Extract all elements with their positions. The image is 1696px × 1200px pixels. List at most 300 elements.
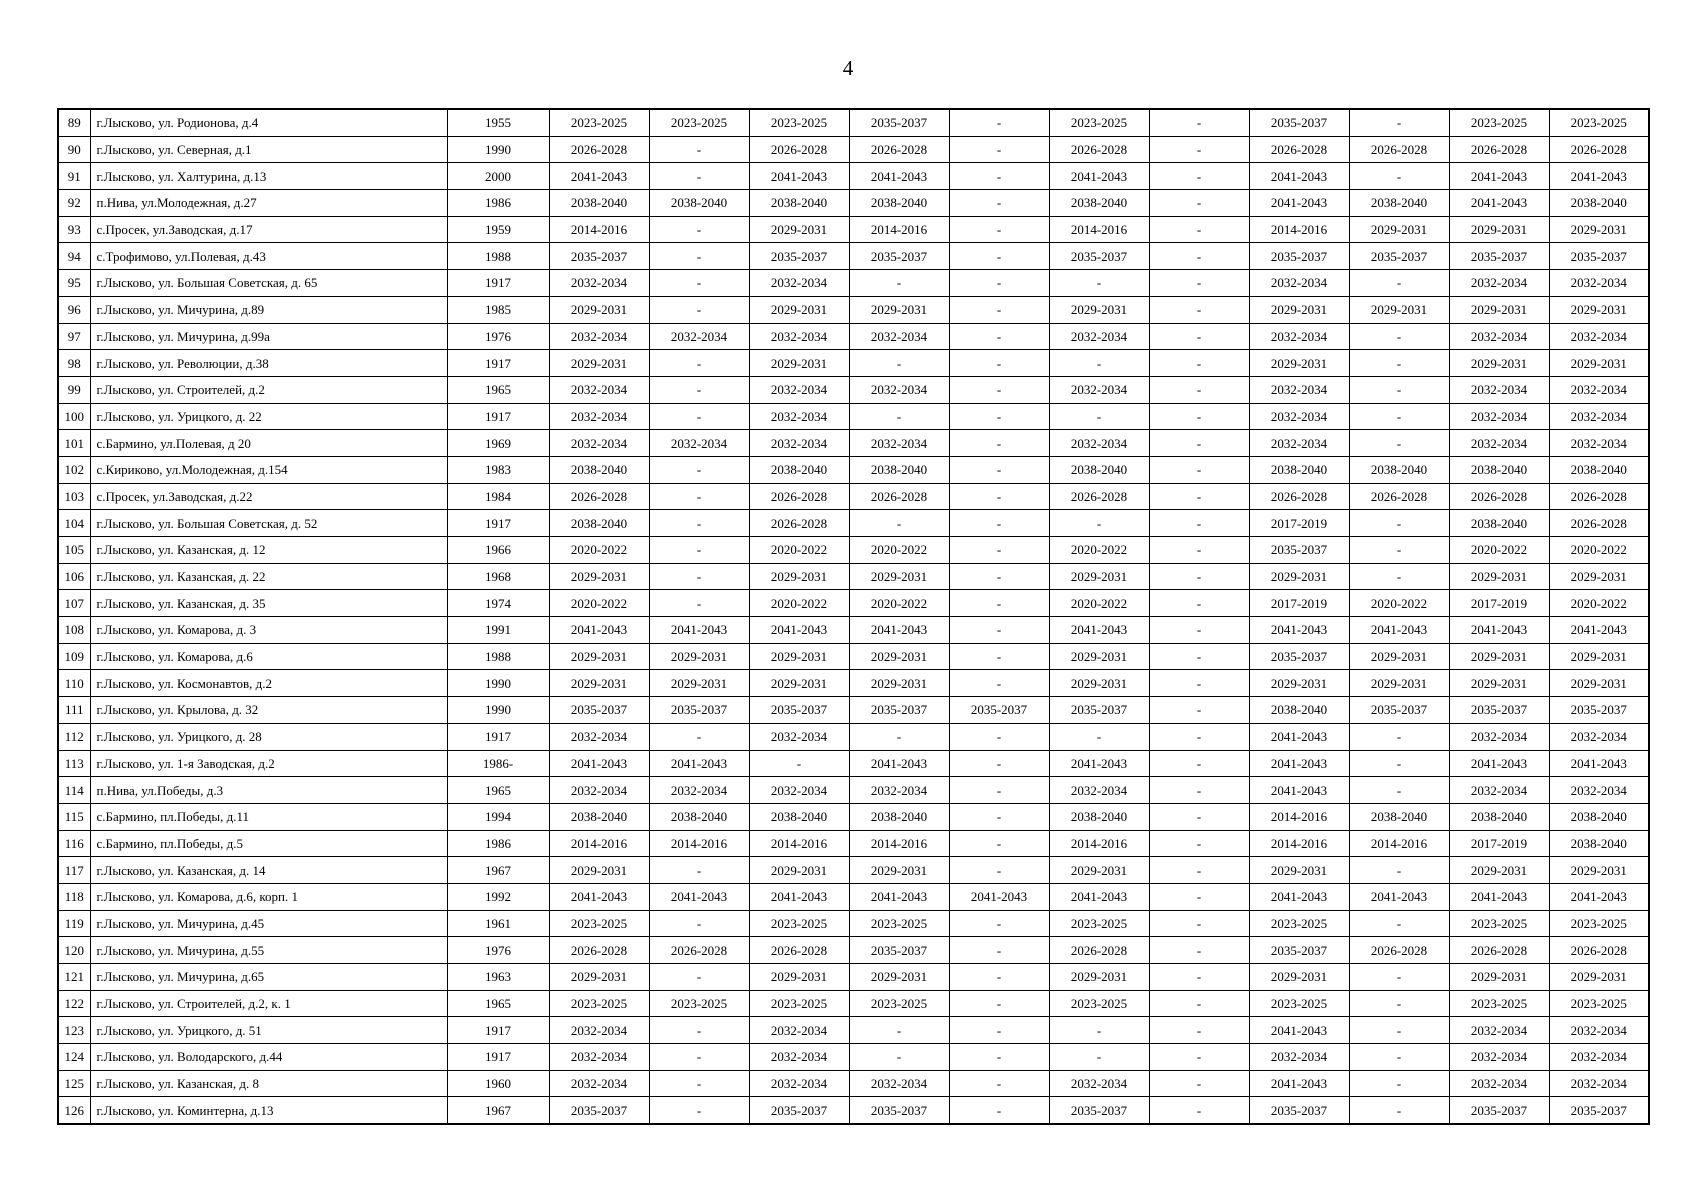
period-cell: 2029-2031 <box>1249 857 1349 884</box>
year-cell: 1991 <box>447 617 549 644</box>
row-number-cell: 102 <box>58 456 90 483</box>
year-cell: 2000 <box>447 163 549 190</box>
period-cell: 2032-2034 <box>549 270 649 297</box>
period-cell: 2032-2034 <box>1449 323 1549 350</box>
period-cell: - <box>1049 510 1149 537</box>
period-cell: 2032-2034 <box>849 430 949 457</box>
table-row <box>58 136 1649 163</box>
period-cell: - <box>1349 403 1449 430</box>
period-cell: 2023-2025 <box>849 990 949 1017</box>
period-cell: 2014-2016 <box>1349 830 1449 857</box>
period-cell: 2032-2034 <box>649 777 749 804</box>
period-cell: 2026-2028 <box>1549 510 1649 537</box>
address-cell: г.Лысково, ул. Строителей, д.2 <box>90 376 447 403</box>
table-row <box>58 723 1649 750</box>
period-cell: - <box>649 1097 749 1124</box>
period-cell: 2041-2043 <box>649 883 749 910</box>
period-cell: 2041-2043 <box>1449 750 1549 777</box>
period-cell: 2041-2043 <box>1249 1070 1349 1097</box>
period-cell: 2014-2016 <box>749 830 849 857</box>
row-number-cell: 93 <box>58 216 90 243</box>
address-cell: г.Лысково, ул. Комарова, д. 3 <box>90 617 447 644</box>
table-row <box>58 483 1649 510</box>
period-cell: 2041-2043 <box>1249 163 1349 190</box>
period-cell: 2032-2034 <box>749 376 849 403</box>
period-cell: 2041-2043 <box>749 883 849 910</box>
table-row <box>58 910 1649 937</box>
row-number-cell: 104 <box>58 510 90 537</box>
address-cell: п.Нива, ул.Молодежная, д.27 <box>90 190 447 217</box>
period-cell: - <box>949 483 1049 510</box>
period-cell: - <box>1149 1044 1249 1071</box>
period-cell: 2032-2034 <box>1249 376 1349 403</box>
period-cell: 2035-2037 <box>949 697 1049 724</box>
table-row <box>58 563 1649 590</box>
period-cell: 2035-2037 <box>1449 697 1549 724</box>
period-cell: 2041-2043 <box>1249 723 1349 750</box>
table-row <box>58 643 1649 670</box>
year-cell: 1968 <box>447 563 549 590</box>
address-cell: г.Лысково, ул. Урицкого, д. 51 <box>90 1017 447 1044</box>
period-cell: 2038-2040 <box>849 456 949 483</box>
period-cell: 2035-2037 <box>549 1097 649 1124</box>
period-cell: 2032-2034 <box>1549 323 1649 350</box>
table-row <box>58 590 1649 617</box>
period-cell: - <box>1149 1070 1249 1097</box>
period-cell: 2038-2040 <box>1349 190 1449 217</box>
period-cell: 2029-2031 <box>749 964 849 991</box>
period-cell: - <box>1049 350 1149 377</box>
period-cell: - <box>1349 563 1449 590</box>
period-cell: - <box>949 777 1049 804</box>
period-cell: 2026-2028 <box>549 937 649 964</box>
period-cell: 2032-2034 <box>649 323 749 350</box>
period-cell: - <box>649 1044 749 1071</box>
period-cell: 2029-2031 <box>1349 670 1449 697</box>
period-cell: - <box>1349 350 1449 377</box>
period-cell: 2014-2016 <box>1049 216 1149 243</box>
period-cell: 2038-2040 <box>1549 830 1649 857</box>
period-cell: - <box>649 537 749 564</box>
period-cell: - <box>949 323 1049 350</box>
period-cell: 2029-2031 <box>1349 643 1449 670</box>
period-cell: 2032-2034 <box>1249 430 1349 457</box>
period-cell: 2029-2031 <box>849 563 949 590</box>
year-cell: 1988 <box>447 643 549 670</box>
period-cell: - <box>1149 964 1249 991</box>
period-cell: 2029-2031 <box>749 216 849 243</box>
table-row <box>58 190 1649 217</box>
row-number-cell: 98 <box>58 350 90 377</box>
table-row <box>58 803 1649 830</box>
period-cell: 2035-2037 <box>1249 243 1349 270</box>
period-cell: 2020-2022 <box>1449 537 1549 564</box>
period-cell: - <box>1349 910 1449 937</box>
period-cell: 2026-2028 <box>849 136 949 163</box>
period-cell: 2032-2034 <box>1549 270 1649 297</box>
period-cell: 2041-2043 <box>1049 617 1149 644</box>
address-cell: п.Нива, ул.Победы, д.3 <box>90 777 447 804</box>
period-cell: 2026-2028 <box>1349 483 1449 510</box>
table-row <box>58 350 1649 377</box>
period-cell: 2035-2037 <box>1249 537 1349 564</box>
period-cell: - <box>949 403 1049 430</box>
row-number-cell: 94 <box>58 243 90 270</box>
period-cell: 2032-2034 <box>549 1070 649 1097</box>
period-cell: 2041-2043 <box>549 617 649 644</box>
period-cell: 2035-2037 <box>749 697 849 724</box>
period-cell: 2029-2031 <box>1349 296 1449 323</box>
address-cell: с.Бармино, ул.Полевая, д 20 <box>90 430 447 457</box>
period-cell: 2029-2031 <box>1049 643 1149 670</box>
row-number-cell: 122 <box>58 990 90 1017</box>
period-cell: 2032-2034 <box>1049 323 1149 350</box>
table-row <box>58 270 1649 297</box>
row-number-cell: 107 <box>58 590 90 617</box>
table-row <box>58 750 1649 777</box>
period-cell: 2029-2031 <box>1249 296 1349 323</box>
period-cell: 2032-2034 <box>649 430 749 457</box>
period-cell: 2032-2034 <box>549 777 649 804</box>
period-cell: 2029-2031 <box>749 296 849 323</box>
period-cell: - <box>949 456 1049 483</box>
address-cell: с.Бармино, пл.Победы, д.11 <box>90 803 447 830</box>
year-cell: 1967 <box>447 857 549 884</box>
period-cell: - <box>949 670 1049 697</box>
period-cell: 2038-2040 <box>1449 803 1549 830</box>
period-cell: 2029-2031 <box>1449 216 1549 243</box>
period-cell: 2032-2034 <box>1449 1070 1549 1097</box>
table-row <box>58 617 1649 644</box>
year-cell: 1917 <box>447 1044 549 1071</box>
period-cell: 2038-2040 <box>549 510 649 537</box>
period-cell: 2020-2022 <box>1049 537 1149 564</box>
period-cell: - <box>949 590 1049 617</box>
address-cell: г.Лысково, ул. Казанская, д. 22 <box>90 563 447 590</box>
period-cell: 2035-2037 <box>1449 243 1549 270</box>
period-cell: 2023-2025 <box>1249 990 1349 1017</box>
table-row <box>58 697 1649 724</box>
period-cell: - <box>649 1070 749 1097</box>
period-cell: 2032-2034 <box>1549 777 1649 804</box>
row-number-cell: 103 <box>58 483 90 510</box>
period-cell: 2029-2031 <box>1549 563 1649 590</box>
period-cell: 2023-2025 <box>749 990 849 1017</box>
period-cell: 2032-2034 <box>1549 1070 1649 1097</box>
period-cell: - <box>1149 670 1249 697</box>
row-number-cell: 91 <box>58 163 90 190</box>
period-cell: 2041-2043 <box>1549 883 1649 910</box>
period-cell: 2029-2031 <box>849 296 949 323</box>
period-cell: 2029-2031 <box>849 964 949 991</box>
period-cell: - <box>1149 830 1249 857</box>
table-row <box>58 376 1649 403</box>
period-cell: 2029-2031 <box>1449 296 1549 323</box>
period-cell: - <box>949 643 1049 670</box>
period-cell: - <box>1149 590 1249 617</box>
period-cell: 2032-2034 <box>1249 323 1349 350</box>
address-cell: г.Лысково, ул. Большая Советская, д. 52 <box>90 510 447 537</box>
row-number-cell: 100 <box>58 403 90 430</box>
period-cell: 2029-2031 <box>549 643 649 670</box>
address-cell: г.Лысково, ул. Северная, д.1 <box>90 136 447 163</box>
period-cell: 2041-2043 <box>1449 190 1549 217</box>
period-cell: 2032-2034 <box>1449 270 1549 297</box>
period-cell: 2041-2043 <box>649 617 749 644</box>
table-row <box>58 830 1649 857</box>
period-cell: 2041-2043 <box>1049 750 1149 777</box>
period-cell: 2029-2031 <box>1549 350 1649 377</box>
period-cell: 2032-2034 <box>749 1017 849 1044</box>
period-cell: 2023-2025 <box>1549 990 1649 1017</box>
address-cell: г.Лысково, ул. Космонавтов, д.2 <box>90 670 447 697</box>
period-cell: 2014-2016 <box>1049 830 1149 857</box>
period-cell: 2032-2034 <box>1249 1044 1349 1071</box>
period-cell: 2029-2031 <box>549 563 649 590</box>
period-cell: - <box>1149 537 1249 564</box>
period-cell: 2023-2025 <box>1449 990 1549 1017</box>
period-cell: 2029-2031 <box>1449 643 1549 670</box>
period-cell: 2038-2040 <box>1349 803 1449 830</box>
year-cell: 1917 <box>447 270 549 297</box>
period-cell: 2035-2037 <box>1249 937 1349 964</box>
period-cell: - <box>649 136 749 163</box>
period-cell: 2032-2034 <box>1549 403 1649 430</box>
period-cell: 2023-2025 <box>749 109 849 136</box>
year-cell: 1917 <box>447 403 549 430</box>
period-cell: 2035-2037 <box>1349 243 1449 270</box>
address-cell: г.Лысково, ул. Мичурина, д.55 <box>90 937 447 964</box>
period-cell: 2032-2034 <box>549 403 649 430</box>
period-cell: 2017-2019 <box>1449 830 1549 857</box>
year-cell: 1917 <box>447 723 549 750</box>
period-cell: 2020-2022 <box>1049 590 1149 617</box>
period-cell: 2038-2040 <box>1349 456 1449 483</box>
address-cell: г.Лысково, ул. Урицкого, д. 28 <box>90 723 447 750</box>
period-cell: 2038-2040 <box>749 190 849 217</box>
period-cell: - <box>949 803 1049 830</box>
period-cell: 2038-2040 <box>549 803 649 830</box>
period-cell: 2029-2031 <box>749 643 849 670</box>
row-number-cell: 124 <box>58 1044 90 1071</box>
period-cell: 2029-2031 <box>849 643 949 670</box>
period-cell: - <box>649 510 749 537</box>
period-cell: - <box>1349 964 1449 991</box>
period-cell: - <box>649 563 749 590</box>
period-cell: 2035-2037 <box>849 1097 949 1124</box>
period-cell: 2038-2040 <box>1249 697 1349 724</box>
period-cell: 2041-2043 <box>749 163 849 190</box>
period-cell: 2035-2037 <box>849 937 949 964</box>
period-cell: - <box>649 216 749 243</box>
period-cell: - <box>1349 510 1449 537</box>
period-cell: 2041-2043 <box>749 617 849 644</box>
period-cell: - <box>949 430 1049 457</box>
period-cell: 2014-2016 <box>849 216 949 243</box>
year-cell: 1963 <box>447 964 549 991</box>
year-cell: 1990 <box>447 136 549 163</box>
row-number-cell: 121 <box>58 964 90 991</box>
address-cell: г.Лысково, ул. Родионова, д.4 <box>90 109 447 136</box>
period-cell: 2014-2016 <box>549 216 649 243</box>
period-cell: - <box>649 376 749 403</box>
period-cell: - <box>1149 376 1249 403</box>
period-cell: 2026-2028 <box>749 937 849 964</box>
period-cell: 2032-2034 <box>1549 430 1649 457</box>
period-cell: - <box>949 1097 1049 1124</box>
period-cell: 2041-2043 <box>1249 883 1349 910</box>
period-cell: 2020-2022 <box>1549 537 1649 564</box>
period-cell: 2026-2028 <box>1349 136 1449 163</box>
year-cell: 1965 <box>447 990 549 1017</box>
period-cell: 2029-2031 <box>1249 670 1349 697</box>
period-cell: - <box>949 750 1049 777</box>
table-row <box>58 430 1649 457</box>
period-cell: - <box>1349 109 1449 136</box>
period-cell: 2038-2040 <box>849 803 949 830</box>
row-number-cell: 95 <box>58 270 90 297</box>
year-cell: 1965 <box>447 376 549 403</box>
period-cell: 2038-2040 <box>1049 803 1149 830</box>
period-cell: 2023-2025 <box>1549 910 1649 937</box>
period-cell: 2029-2031 <box>1449 964 1549 991</box>
period-cell: 2032-2034 <box>1449 376 1549 403</box>
period-cell: 2029-2031 <box>749 670 849 697</box>
period-cell: - <box>1349 323 1449 350</box>
address-cell: г.Лысково, ул. Казанская, д. 14 <box>90 857 447 884</box>
address-cell: г.Лысково, ул. Строителей, д.2, к. 1 <box>90 990 447 1017</box>
period-cell: 2032-2034 <box>549 430 649 457</box>
period-cell: - <box>949 1044 1049 1071</box>
period-cell: - <box>949 857 1049 884</box>
period-cell: - <box>949 617 1049 644</box>
year-cell: 1986 <box>447 190 549 217</box>
period-cell: 2032-2034 <box>749 430 849 457</box>
period-cell: 2041-2043 <box>1549 163 1649 190</box>
period-cell: 2029-2031 <box>549 296 649 323</box>
table-row <box>58 403 1649 430</box>
period-cell: - <box>1349 1070 1449 1097</box>
period-cell: 2041-2043 <box>1249 190 1349 217</box>
year-cell: 1976 <box>447 937 549 964</box>
year-cell: 1959 <box>447 216 549 243</box>
row-number-cell: 115 <box>58 803 90 830</box>
period-cell: 2041-2043 <box>1049 163 1149 190</box>
period-cell: - <box>1149 723 1249 750</box>
period-cell: 2029-2031 <box>749 350 849 377</box>
period-cell: 2032-2034 <box>549 1044 649 1071</box>
address-cell: г.Лысково, ул. Мичурина, д.99а <box>90 323 447 350</box>
period-cell: 2035-2037 <box>1449 1097 1549 1124</box>
period-cell: 2029-2031 <box>1549 857 1649 884</box>
row-number-cell: 96 <box>58 296 90 323</box>
table-row <box>58 883 1649 910</box>
period-cell: - <box>1149 456 1249 483</box>
period-cell: 2032-2034 <box>849 376 949 403</box>
period-cell: 2026-2028 <box>1349 937 1449 964</box>
period-cell: 2023-2025 <box>849 910 949 937</box>
period-cell: 2041-2043 <box>1349 617 1449 644</box>
period-cell: - <box>649 296 749 323</box>
period-cell: 2032-2034 <box>549 723 649 750</box>
period-cell: 2032-2034 <box>849 323 949 350</box>
period-cell: 2035-2037 <box>749 243 849 270</box>
period-cell: 2029-2031 <box>549 350 649 377</box>
period-cell: 2029-2031 <box>1249 563 1349 590</box>
period-cell: 2041-2043 <box>1549 617 1649 644</box>
period-cell: 2035-2037 <box>1549 1097 1649 1124</box>
period-cell: 2014-2016 <box>1249 216 1349 243</box>
period-cell: 2038-2040 <box>1449 510 1549 537</box>
period-cell: - <box>949 243 1049 270</box>
period-cell: 2023-2025 <box>1049 990 1149 1017</box>
period-cell: 2032-2034 <box>1449 1017 1549 1044</box>
period-cell: - <box>1349 1044 1449 1071</box>
year-cell: 1960 <box>447 1070 549 1097</box>
period-cell: 2029-2031 <box>1449 670 1549 697</box>
row-number-cell: 125 <box>58 1070 90 1097</box>
year-cell: 1986- <box>447 750 549 777</box>
period-cell: - <box>1349 990 1449 1017</box>
period-cell: - <box>1049 270 1149 297</box>
period-cell: 2032-2034 <box>749 1070 849 1097</box>
year-cell: 1984 <box>447 483 549 510</box>
period-cell: 2029-2031 <box>1549 964 1649 991</box>
period-cell: - <box>1149 777 1249 804</box>
period-cell: 2041-2043 <box>1449 617 1549 644</box>
period-cell: 2014-2016 <box>1249 830 1349 857</box>
period-cell: 2041-2043 <box>549 883 649 910</box>
year-cell: 1917 <box>447 1017 549 1044</box>
period-cell: 2029-2031 <box>1549 670 1649 697</box>
overhaul-schedule-table <box>57 108 1650 1125</box>
period-cell: 2023-2025 <box>1449 109 1549 136</box>
row-number-cell: 123 <box>58 1017 90 1044</box>
period-cell: - <box>1349 857 1449 884</box>
row-number-cell: 92 <box>58 190 90 217</box>
period-cell: - <box>949 964 1049 991</box>
period-cell: 2023-2025 <box>1549 109 1649 136</box>
table-row <box>58 216 1649 243</box>
period-cell: 2026-2028 <box>1549 483 1649 510</box>
row-number-cell: 113 <box>58 750 90 777</box>
period-cell: - <box>1049 723 1149 750</box>
row-number-cell: 106 <box>58 563 90 590</box>
year-cell: 1988 <box>447 243 549 270</box>
period-cell: 2029-2031 <box>549 964 649 991</box>
address-cell: г.Лысково, ул. Мичурина, д.89 <box>90 296 447 323</box>
period-cell: - <box>949 1017 1049 1044</box>
period-cell: 2041-2043 <box>1049 883 1149 910</box>
year-cell: 1967 <box>447 1097 549 1124</box>
period-cell: 2041-2043 <box>549 750 649 777</box>
address-cell: г.Лысково, ул. Володарского, д.44 <box>90 1044 447 1071</box>
period-cell: - <box>1149 136 1249 163</box>
period-cell: 2041-2043 <box>1249 1017 1349 1044</box>
period-cell: - <box>949 723 1049 750</box>
period-cell: 2029-2031 <box>649 670 749 697</box>
year-cell: 1990 <box>447 697 549 724</box>
period-cell: 2041-2043 <box>849 163 949 190</box>
period-cell: - <box>1149 296 1249 323</box>
period-cell: 2041-2043 <box>949 883 1049 910</box>
table-body <box>58 109 1649 1124</box>
period-cell: - <box>649 590 749 617</box>
address-cell: г.Лысково, ул. Мичурина, д.65 <box>90 964 447 991</box>
period-cell: 2026-2028 <box>1449 483 1549 510</box>
period-cell: 2026-2028 <box>1549 136 1649 163</box>
period-cell: 2023-2025 <box>749 910 849 937</box>
